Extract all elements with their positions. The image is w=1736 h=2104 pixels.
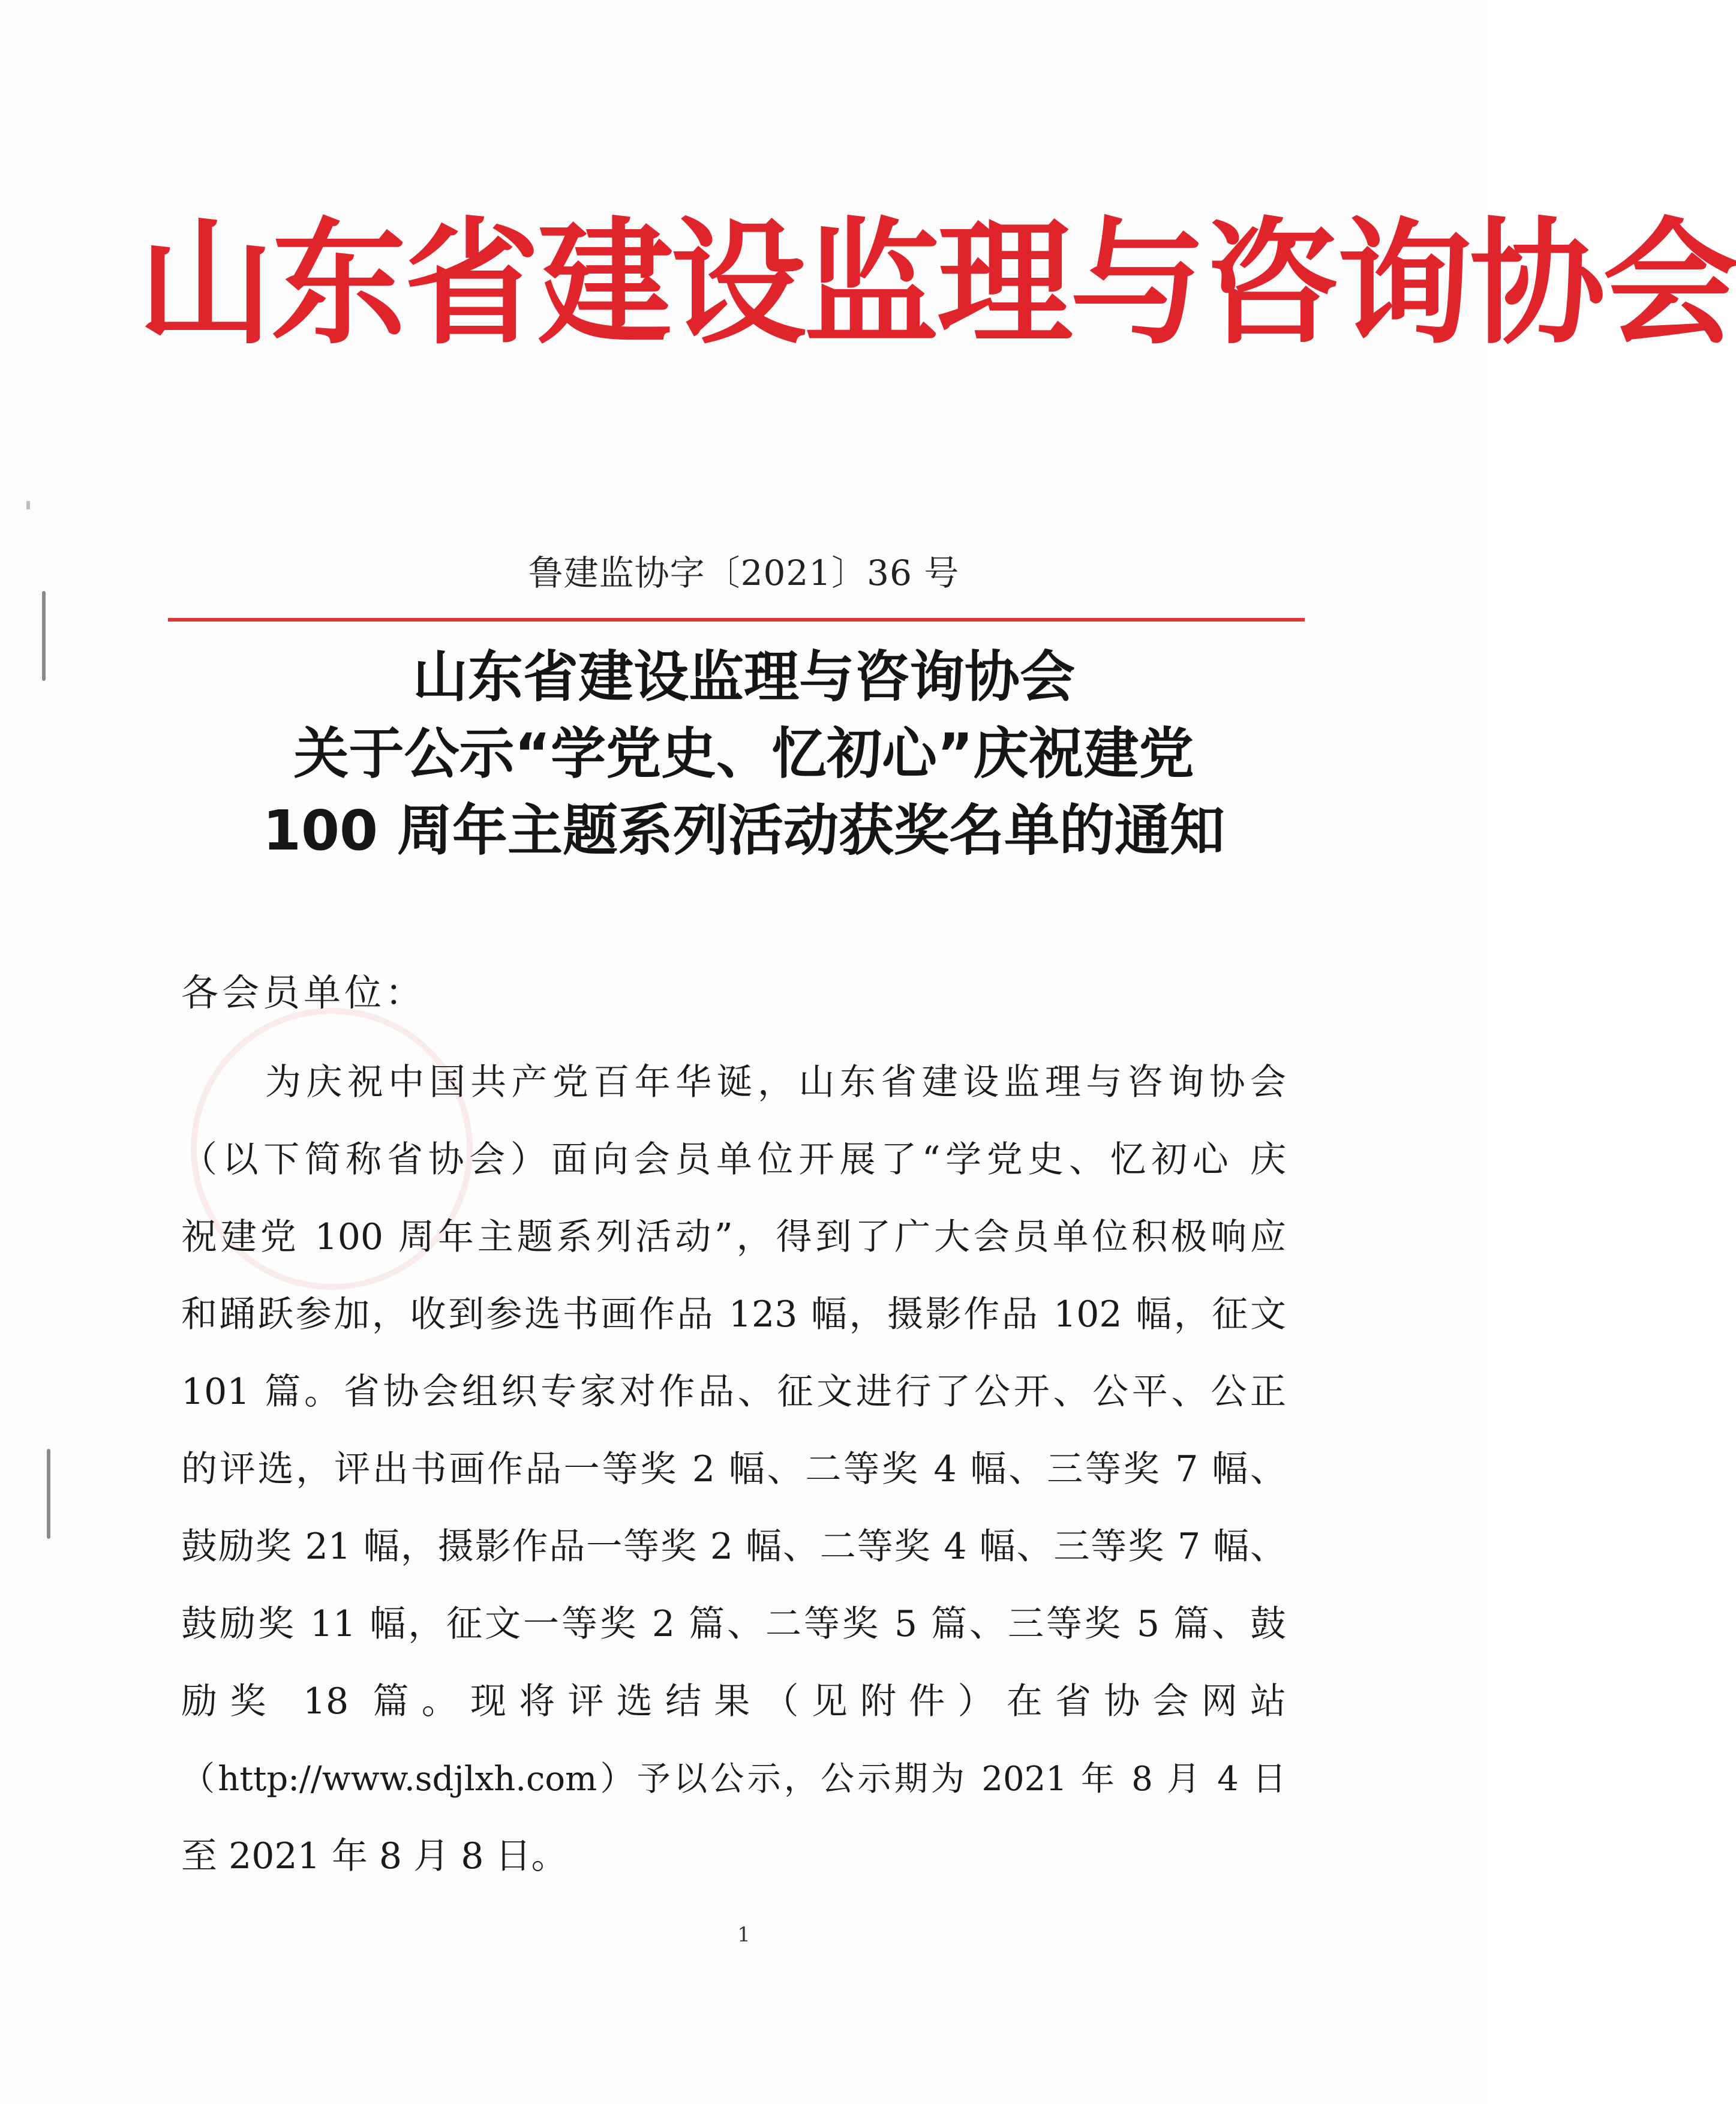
title-line: 山东省建设监理与咨询协会 [412,645,1075,709]
binding-mark [47,1449,50,1539]
title-line: 100 周年主题系列活动获奖名单的通知 [262,799,1226,863]
body-line: 鼓励奖 21 幅，摄影作品一等奖 2 幅、二等奖 4 幅、三等奖 7 幅、 [181,1526,1286,1568]
body-line: 鼓励奖 11 幅，征文一等奖 2 篇、二等奖 5 篇、三等奖 5 篇、鼓 [181,1603,1286,1645]
body-line-with-url: （http://www.sdjlxh.com）予以公示，公示期为 2021 年 8 月 4 日 [181,1760,1286,1799]
red-divider-line [168,618,1305,622]
body-line: （以下简称省协会）面向会员单位开展了“学党史、忆初心 庆 [181,1139,1286,1181]
page-number: 1 [737,1923,750,1947]
title-line: 关于公示“学党史、忆初心”庆祝建党 [293,722,1194,786]
scan-artifact [26,501,30,509]
body-line: 祝建党 100 周年主题系列活动”，得到了广大会员单位积极响应 [181,1216,1286,1258]
document-number: 鲁建监协字〔2021〕36 号 [528,553,960,593]
letterhead-title: 山东省建设监理与咨询协会 [138,204,1736,363]
salutation: 各会员单位： [181,971,427,1015]
body-line: 为庆祝中国共产党百年华诞，山东省建设监理与咨询协会 [265,1061,1286,1103]
body-paragraph [181,1044,1286,1895]
body-line: 励奖 18 篇。现将评选结果（见附件）在省协会网站 [181,1680,1286,1722]
notice-title [0,639,1488,869]
body-line: 的评选，评出书画作品一等奖 2 幅、二等奖 4 幅、三等奖 7 幅、 [181,1448,1286,1490]
body-line: 101 篇。省协会组织专家对作品、征文进行了公开、公平、公正 [181,1371,1286,1413]
body-line: 和踊跃参加，收到参选书画作品 123 幅，摄影作品 102 幅，征文 [181,1293,1286,1335]
body-line: 至 2021 年 8 月 8 日。 [181,1835,567,1877]
